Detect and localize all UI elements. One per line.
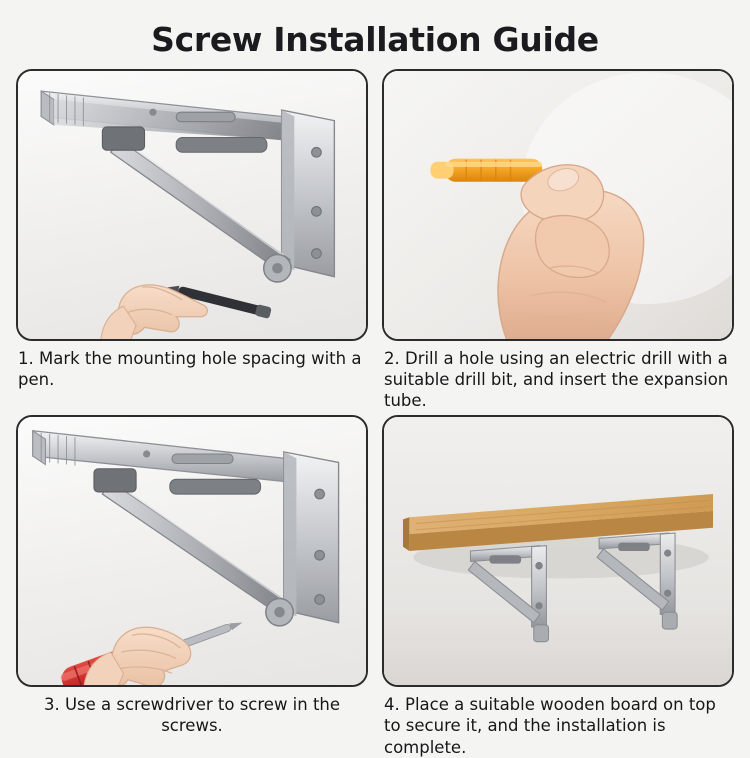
step-4-caption: 4. Place a suitable wooden board on top to secure it, and the installation is complete. bbox=[384, 695, 716, 757]
step-3-caption: 3. Use a screwdriver to screw in the screws. bbox=[43, 695, 341, 736]
step-3 bbox=[16, 415, 368, 757]
step-1 bbox=[16, 69, 368, 411]
hand-with-expansion-plug-illustration bbox=[384, 71, 732, 339]
step-1-image bbox=[16, 69, 368, 341]
step-4-image bbox=[382, 415, 734, 687]
bracket-illustration-3 bbox=[18, 417, 366, 685]
mounted-shelf-illustration bbox=[384, 417, 732, 685]
step-2-caption: 2. Drill a hole using an electric drill with a suitable drill bit, and insert the expansion tube. bbox=[384, 349, 729, 411]
steps-grid bbox=[0, 59, 750, 758]
page-title: Screw Installation Guide bbox=[151, 20, 599, 59]
expansion-tube bbox=[430, 159, 542, 182]
step-1-caption: 1. Mark the mounting hole spacing with a pen. bbox=[18, 349, 362, 390]
step-2 bbox=[382, 69, 734, 411]
step-2-image bbox=[382, 69, 734, 341]
step-3-image bbox=[16, 415, 368, 687]
step-4 bbox=[382, 415, 734, 757]
bracket-illustration-1 bbox=[18, 71, 366, 339]
